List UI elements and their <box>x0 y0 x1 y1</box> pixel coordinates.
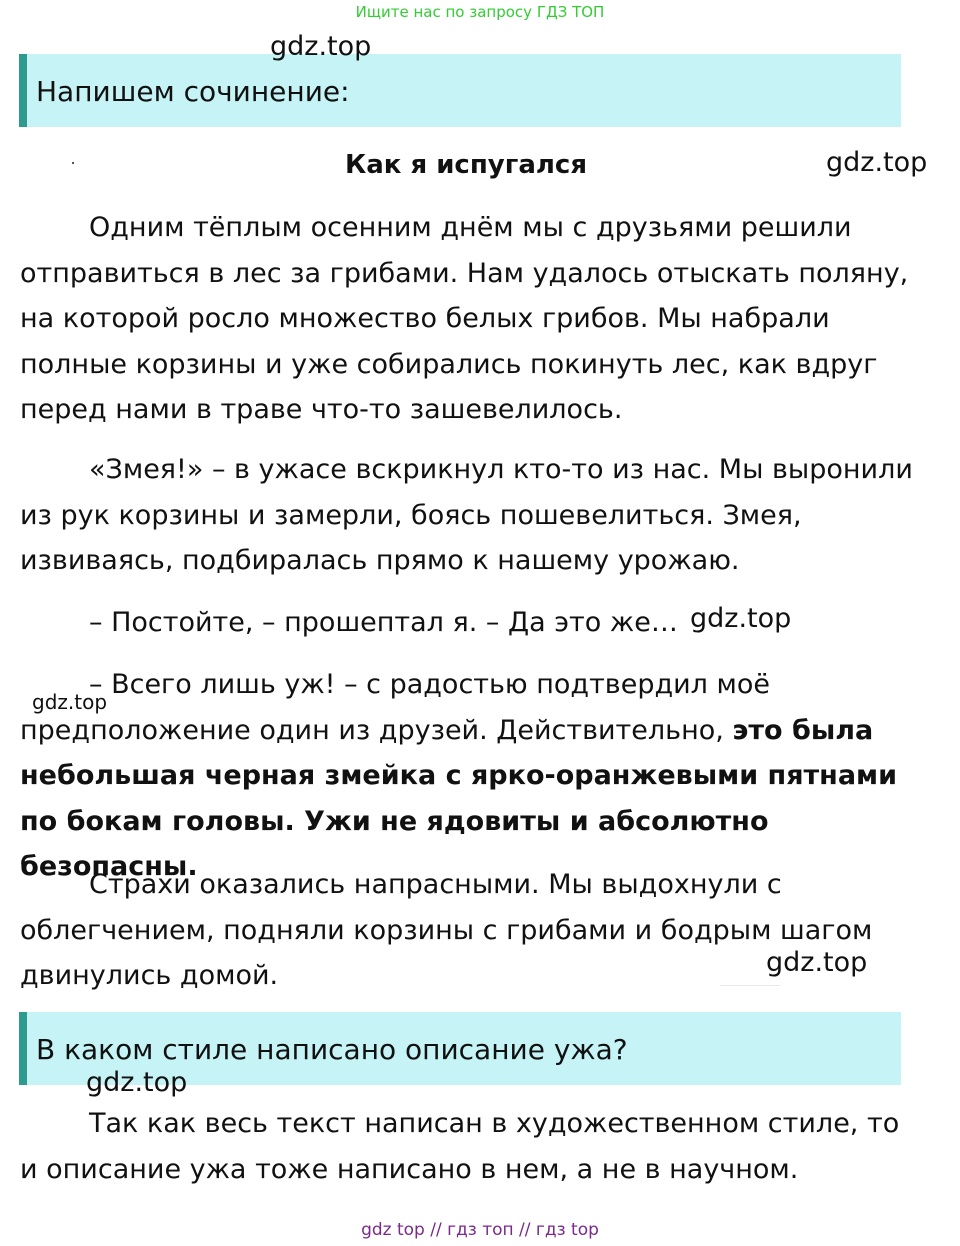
snake-description-bold: это была небольшая черная змейка с ярко-оранжевыми пятнами по бокам головы. Ужи не ядовиты и абсолютно безопасны. <box>20 714 898 882</box>
faint-line <box>720 985 780 986</box>
section-heading-text: Напишем сочинение: <box>36 75 350 108</box>
answer-paragraph: Так как весь текст написан в художественном стиле, то и описание ужа тоже написано в нем, а не в научном. <box>20 1108 900 1185</box>
watermark: gdz.top <box>32 690 108 714</box>
essay-paragraph-1: Одним тёплым осенним днём мы с друзьями решили отправиться в лес за грибами. Нам удалось отыскать поляну, на которой росло множество белых грибов. Мы набрали полные корзины и уже собирались покинуть лес, как вдруг перед нами в траве что-то зашевелилось. <box>20 212 909 425</box>
essay-paragraph-2: «Змея!» – в ужасе вскрикнул кто-то из нас. Мы выронили из рук корзины и замерли, боясь пошевелиться. Змея, извиваясь, подбиралась прямо к нашему урожаю. <box>20 454 913 576</box>
watermark: gdz.top <box>86 1067 188 1098</box>
watermark: gdz.top <box>766 947 868 978</box>
search-banner: Ищите нас по запросу ГДЗ ТОП <box>355 3 605 21</box>
essay-paragraph-3: – Постойте, – прошептал я. – Да это же… <box>89 607 678 638</box>
question-text: В каком стиле написано описание ужа? <box>36 1033 628 1066</box>
watermark: gdz.top <box>826 147 928 178</box>
footer-links: gdz top // гдз топ // гдз top <box>361 1220 599 1240</box>
essay-title: Как я испугался <box>344 150 588 180</box>
watermark: gdz.top <box>270 31 372 62</box>
section-heading-essay <box>19 54 901 127</box>
watermark: gdz.top <box>690 603 792 634</box>
essay-paragraph-4: – Всего лишь уж! – с радостью подтвердил моё предположение один из друзей. Действительно, это была небольшая черная змейка с ярко-оранжевыми пятнами по бокам головы. Ужи не ядовиты и абсолютно безопасны. <box>20 669 898 882</box>
essay-paragraph-5: Страхи оказались напрасными. Мы выдохнули с облегчением, подняли корзины с грибами и бодрым шагом двинулись домой. <box>20 869 873 991</box>
